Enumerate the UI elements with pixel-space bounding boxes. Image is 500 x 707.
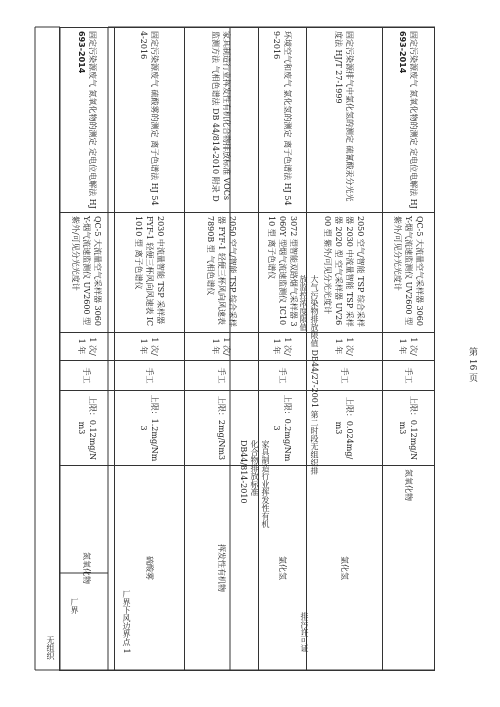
method-cell: 手工 — [185, 361, 259, 391]
analysis-cell: 固定污染源废气 氮氧化物的测定 定电位电解法 HJ 693-2014 — [60, 28, 115, 213]
standard-cell-h2so4: 大气污染物排放限值 DB44/27-2001 第二时段无组织排放监控浓度限值 — [299, 275, 319, 475]
frequency-cell: 1 次/1 年 — [115, 333, 185, 361]
instrument-cell: QC-5 大流量空气采样器 3060Y-烟气流速监测仪 UV2600 型 紫外/可见分光光度计 — [60, 213, 115, 333]
frequency-cell: 1 次/1 年 — [185, 333, 259, 361]
analysis-cell: 固定污染源废气 氮氧化物的测定 定电位电解法 HJ 693-2014 — [383, 28, 435, 213]
instrument-cell: 2030 中流量智能 TSP 采样器 FYF-1 轻便三杯风向风速表 IC1010 型 离子色谱仪 — [115, 213, 185, 333]
point-sub-label: 厂界下风边界点 1 — [122, 590, 131, 654]
instrument-cell: 2050 空气/智能 TSP 综合采样器 2030 中流量智能 TSP 采样器 2020 型 空气采样器 UV2600 型 紫外/可见分光光度计 — [307, 213, 383, 333]
table-row — [60, 28, 115, 671]
method-cell: 手工 — [307, 361, 383, 391]
pollutant-cell: 硫酸雾 — [115, 466, 185, 671]
pollutant-cell: 挥发性有机物 — [185, 466, 259, 671]
frequency-cell: 1 次/1 年 — [383, 333, 435, 361]
limit-cell: 上限：0.024mg/m3 — [307, 391, 383, 466]
table-row — [185, 28, 259, 671]
frequency-cell: 1 次/1 年 — [60, 333, 115, 361]
monitoring-table — [59, 27, 435, 671]
pollutant-cell: 氮氧化物 — [60, 466, 115, 671]
limit-cell: 上限：1.2mg/Nm3 — [115, 391, 185, 466]
pollutant-cell: 氯化氢 — [259, 466, 307, 671]
limit-cell: 上限：0.12mg/Nm3 — [383, 391, 435, 466]
method-cell: 手工 — [60, 361, 115, 391]
left-strip — [0, 27, 60, 670]
pollutant-cell: 氯化氢 — [307, 466, 383, 671]
table-row — [115, 28, 185, 671]
limit-cell: 上限：0.2mg/Nm3 — [259, 391, 307, 466]
analysis-cell: 固定污染源废气 硫酸雾的测定 离子色谱法 HJ 544-2016 — [115, 28, 185, 213]
instrument-cell: 2050 空气/智能 TSP 综合采样器 FYF-1 轻便三杯风向风速表 7890B 型 气相色谱仪 — [185, 213, 259, 333]
table-row — [383, 28, 435, 671]
method-cell: 手工 — [115, 361, 185, 391]
frequency-cell: 1 次/1 年 — [259, 333, 307, 361]
limit-cell: 上限：0.12mg/Nm3 — [60, 391, 115, 466]
pollutant-cell: 氮氧化物 — [383, 466, 435, 671]
permit-label: 排污许可证 — [300, 612, 309, 652]
analysis-cell: 固定污染源排气中氯化氢的测定 硫氰酸汞分光光度法 HJ/T 27-1999 — [307, 28, 383, 213]
frequency-cell: 1 次/1 年 — [307, 333, 383, 361]
standard-cell-voc: 家具制造行业挥发性有机化合物排放标准 DB44/814-2010 — [239, 440, 270, 528]
point-label: 厂界 — [70, 598, 79, 614]
analysis-cell: 家具制造行业挥发性有机化合物排放标准 VOCs 监测方法 气相色谱法 DB 44/814-2010 附录 D — [185, 28, 259, 213]
instrument-cell: QC-5 大流量空气采样器 3060Y-烟气流速监测仪 UV2600 型 紫外/可见分光光度计 — [383, 213, 435, 333]
method-cell: 手工 — [383, 361, 435, 391]
limit-cell: 上限：2mg/Nm3 — [185, 391, 259, 466]
category-label: 无组织 — [46, 636, 55, 660]
instrument-cell: 3072 型智能双路烟气采样器 3060Y 型烟气流速监测仪 IC1010 型 离子色谱仪 — [259, 213, 307, 333]
analysis-cell: 环境空气和废气 氯化氢的测定 离子色谱法 HJ 549-2016 — [259, 28, 307, 213]
method-cell: 手工 — [259, 361, 307, 391]
page-number: 第 16 页 — [467, 347, 477, 383]
rotated-table-wrapper — [60, 27, 435, 670]
